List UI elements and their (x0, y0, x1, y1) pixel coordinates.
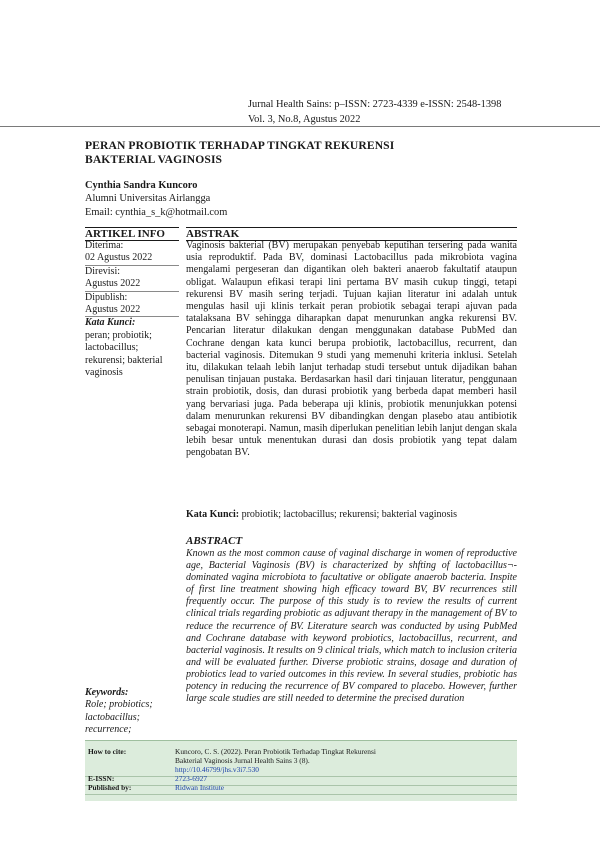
kata-kunci-inline-label: Kata Kunci: (186, 509, 240, 520)
cite-line-2: Bakterial Vaginosis Jurnal Health Sains 3 (8). (175, 756, 310, 765)
received-label: Diterima: (85, 240, 124, 251)
artikel-info-heading: ARTIKEL INFO (85, 228, 165, 240)
title-line-2: BAKTERIAL VAGINOSIS (85, 153, 223, 166)
kata-kunci-line (186, 509, 517, 521)
keywords-label: Keywords: (85, 687, 129, 698)
paper-title (85, 139, 525, 167)
author-block (85, 179, 525, 219)
author-affiliation: Alumni Universitas Airlangga (85, 193, 211, 205)
cite-line-1: Kuncoro, C. S. (2022). Peran Probiotik Terhadap Tingkat Rekurensi (175, 747, 376, 756)
received-row (85, 240, 179, 266)
eissn-label: E-ISSN: (88, 774, 115, 783)
author-name: Cynthia Sandra Kuncoro (85, 180, 198, 191)
revised-row (85, 266, 179, 292)
journal-header (248, 97, 528, 127)
published-by-label: Published by: (88, 783, 132, 792)
abstrak-heading: ABSTRAK (186, 228, 240, 240)
publisher-link[interactable]: Ridwan Institute (175, 783, 225, 792)
kata-kunci-list: peran; probiotik; lactobacillus; rekurensi; bakterial vaginosis (85, 329, 163, 379)
published-label: Dipublish: (85, 291, 128, 303)
revised-label: Direvisi: (85, 265, 120, 277)
published-date: Agustus 2022 (85, 304, 141, 316)
doi-link[interactable]: http://10.46799/jhs.v3i7.530 (175, 765, 259, 774)
citation-box (85, 740, 517, 801)
journal-issn-line: Jurnal Health Sains: p–ISSN: 2723-4339 e-ISSN: 2548-1398 (248, 99, 502, 110)
revised-date: Agustus 2022 (85, 278, 141, 290)
abstract-body: Known as the most common cause of vaginal discharge in women of reproductive age, Bacterial Vaginosis (BV) is characterized by shfting of lactobacillus¬-dominated vagina microbiota to facultative or obligate anaerob bacteria. Inspite of first line treatment showing high efficacy toward BV, BV recurrences still frequently occur. The purpose of this study is to review the results of current clinical trials regarding probiotic as adjuvant therapy in the management of BV to reduce the recurrence of BV. Literature search was conducted by using PubMed and Cochrane database with keyword probiotics, lactobacillus, recurrent, and bacterial vaginosis. It results on 9 clinical trials, which match to inclusion criteria and will be evaluated further. Diverse probiotic strains, dosage and duration of probiotics lead to varied outcomes in this review. In several studies, probiotic has potency in reducing the recurrence of BV compared to placebo. However, further large scale studies are still needed to determine the precised duration (186, 548, 517, 705)
kata-kunci-label: Kata Kunci: (85, 317, 136, 329)
header-rule (0, 126, 600, 127)
citation-labels (88, 747, 168, 792)
how-to-cite-label: How to cite: (88, 747, 127, 756)
eissn-link[interactable]: 2723-6927 (175, 774, 208, 783)
keywords-en (85, 687, 179, 737)
abstract-heading: ABSTRACT (186, 535, 243, 547)
kata-kunci-inline-text: probiotik; lactobacillus; rekurensi; bakterial vaginosis (241, 509, 458, 520)
kata-kunci-row (85, 317, 179, 379)
received-date: 02 Agustus 2022 (85, 252, 153, 264)
abstrak-body: Vaginosis bakterial (BV) merupakan penyebab keputihan tersering pada wanita usia reproduktif. Pada BV, dominasi Lactobacillus pada mikrobiota vagina mengalami pergeseran dan digantikan oleh bakteri anaerob fakultatif ataupun obligat. Walaupun efikasi terapi lini pertama BV masih cukup tinggi, tetapi rekurensi BV masih sering terjadi. Tujuan kajian literatur ini adalah untuk mengulas hasil uji klinis terkait peran probiotik sebagai terapi ajuvan pada tatalaksana BV sehingga diharapkan dapat menurunkan angka rekurensi BV. Pencarian literatur dilakukan dengan menggunakan database PubMed dan Cochrane dengan kata kunci berupa probiotik, lactobacillus, recurrent, dan bacterial vaginosis. Ditemukan 9 studi yang memenuhi kriteria inklusi. Setelah itu, dilakukan telaah lebih lanjut terhadap studi tersebut untuk dijadikan bahan penulisan tinjauan pustaka. Berdasarkan hasil dari tinjauan literatur, penggunaan strain probiotik, dosis, dan durasi probiotik yang berbeda dapat memberi hasil yang bervariasi juga. Pada beberapa uji klinis, probiotik menunjukkan potensi dalam menurunkan rekurensi BV dibandingkan dengan plasebo atau antibiotik sebagai monoterapi. Namun, masih diperlukan penelitian lebih lanjut dengan skala lebih besar untuk menentukan durasi dan dosis probiotik yang tepat dalam pengobatan BV. (186, 240, 517, 459)
citation-values (175, 747, 505, 792)
article-info (85, 240, 179, 379)
cite-divider-3 (85, 794, 517, 795)
title-line-1: PERAN PROBIOTIK TERHADAP TINGKAT REKURENSI (85, 139, 395, 152)
author-email[interactable]: Email: cynthia_s_k@hotmail.com (85, 206, 228, 218)
published-row (85, 292, 179, 318)
journal-volume-line: Vol. 3, No.8, Agustus 2022 (248, 114, 361, 125)
keywords-list: Role; probiotics; lactobacillus; recurrence; (85, 699, 153, 736)
